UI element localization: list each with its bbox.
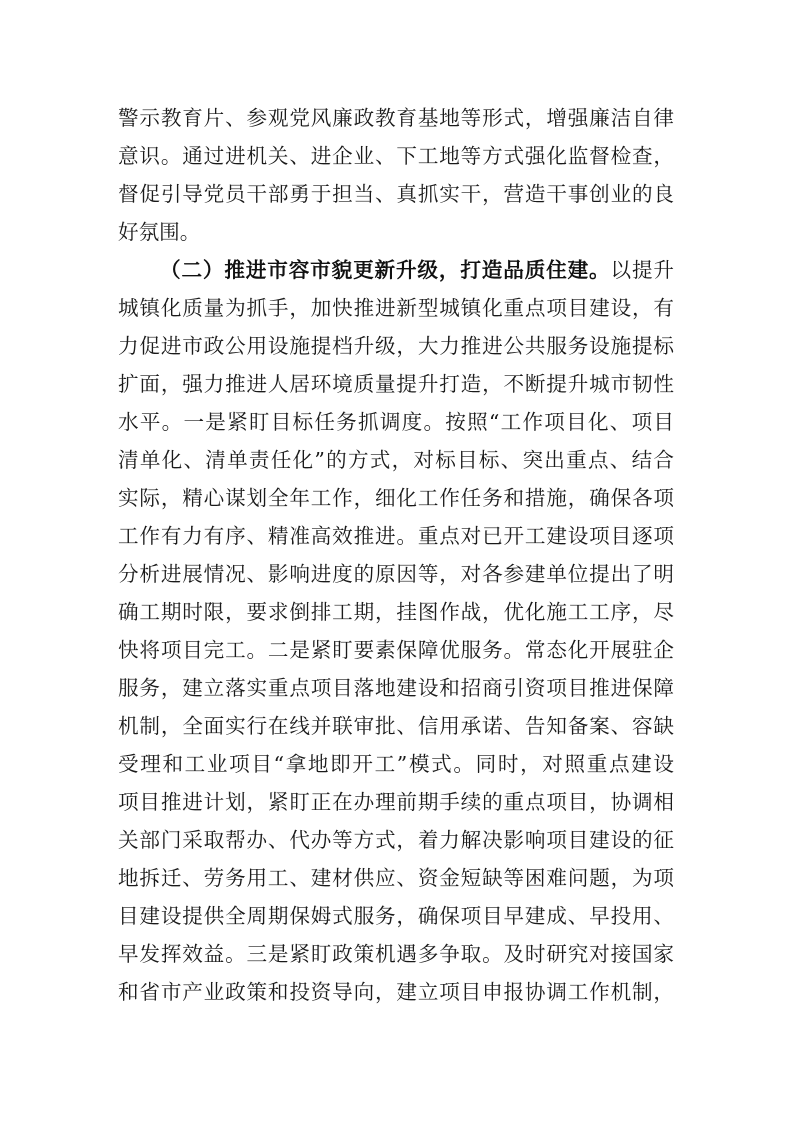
text-line: 和省市产业政策和投资导向，建立项目申报协调工作机制， (118, 980, 674, 1004)
text-line: 意识。通过进机关、进企业、下工地等方式强化监督检查， (118, 144, 674, 168)
section-heading: （二）推进市容市貌更新升级，打造品质住建。 (160, 258, 611, 282)
text-line: 关部门采取帮办、代办等方式，着力解决影响项目建设的征 (118, 828, 674, 852)
section-heading-line (160, 253, 674, 287)
text-line: 目建设提供全周期保姆式服务，确保项目早建成、早投用、 (118, 904, 674, 928)
text-line: 好氛围。 (118, 220, 201, 244)
text-line: 力促进市政公用设施提档升级，大力推进公共服务设施提标 (118, 334, 674, 358)
text-line: 督促引导党员干部勇于担当、真抓实干，营造干事创业的良 (118, 182, 674, 206)
text-line: 机制，全面实行在线并联审批、信用承诺、告知备案、容缺 (118, 714, 674, 738)
text-line: 清单化、清单责任化”的方式，对标目标、突出重点、结合 (118, 448, 674, 472)
text-line: 分析进展情况、影响进度的原因等，对各参建单位提出了明 (118, 562, 674, 586)
text-line: 城镇化质量为抓手，加快推进新型城镇化重点项目建设，有 (118, 296, 674, 320)
text-line: 工作有力有序、精准高效推进。重点对已开工建设项目逐项 (118, 524, 674, 548)
text-line: 服务，建立落实重点项目落地建设和招商引资项目推进保障 (118, 676, 674, 700)
text-line: 快将项目完工。二是紧盯要素保障优服务。常态化开展驻企 (118, 638, 674, 662)
text-line: 水平。一是紧盯目标任务抓调度。按照“工作项目化、项目 (118, 410, 674, 434)
text-line: 受理和工业项目“拿地即开工”模式。同时，对照重点建设 (118, 752, 674, 776)
text-line: 早发挥效益。三是紧盯政策机遇多争取。及时研究对接国家 (118, 942, 674, 966)
text-fragment: 以提升 (610, 258, 674, 282)
text-line: 实际，精心谋划全年工作，细化工作任务和措施，确保各项 (118, 486, 674, 510)
text-line: 确工期时限，要求倒排工期，挂图作战，优化施工工序，尽 (118, 600, 674, 624)
text-line: 地拆迁、劳务用工、建材供应、资金短缺等困难问题，为项 (118, 866, 674, 890)
text-line: 扩面，强力推进人居环境质量提升打造，不断提升城市韧性 (118, 372, 674, 396)
text-line: 警示教育片、参观党风廉政教育基地等形式，增强廉洁自律 (118, 106, 674, 130)
text-line: 项目推进计划，紧盯正在办理前期手续的重点项目，协调相 (118, 790, 674, 814)
